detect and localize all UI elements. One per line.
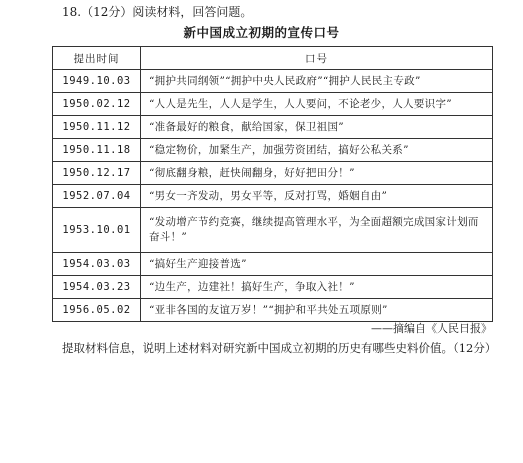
table-row <box>53 299 493 322</box>
table-row <box>53 276 493 299</box>
row-date: 1954.03.03 <box>53 253 141 276</box>
row-date: 1950.02.12 <box>53 93 141 116</box>
row-slogan: “人人是先生，人人是学生，人人要问，不论老少，人人要识字” <box>141 93 493 116</box>
row-slogan: “彻底翻身粮，赶快闹翻身，好好把田分！” <box>141 162 493 185</box>
column-header-date: 提出时间 <box>53 47 141 70</box>
question-prompt: 提取材料信息，说明上述材料对研究新中国成立初期的历史有哪些史料价值。（12分） <box>62 341 497 355</box>
question-header: 18.（12分）阅读材料，回答问题。 <box>62 5 253 19</box>
row-slogan: “亚非各国的友谊万岁！”“拥护和平共处五项原则” <box>141 299 493 322</box>
slogan-table <box>52 46 493 322</box>
table-header-row <box>53 47 493 70</box>
table-row <box>53 162 493 185</box>
table-row <box>53 185 493 208</box>
row-date: 1949.10.03 <box>53 70 141 93</box>
table-row <box>53 93 493 116</box>
row-slogan: “准备最好的粮食，献给国家，保卫祖国” <box>141 116 493 139</box>
table-row <box>53 70 493 93</box>
row-slogan: “搞好生产迎接普选” <box>141 253 493 276</box>
row-date: 1956.05.02 <box>53 299 141 322</box>
row-date: 1954.03.23 <box>53 276 141 299</box>
row-slogan: “发动增产节约竞赛，继续提高管理水平，为全面超额完成国家计划而奋斗！” <box>141 208 493 253</box>
row-date: 1950.11.18 <box>53 139 141 162</box>
table-row <box>53 116 493 139</box>
row-date: 1953.10.01 <box>53 208 141 253</box>
row-slogan: “拥护共同纲领”“拥护中央人民政府”“拥护人民民主专政” <box>141 70 493 93</box>
row-date: 1950.11.12 <box>53 116 141 139</box>
row-slogan: “边生产，边建社！搞好生产，争取入社！” <box>141 276 493 299</box>
column-header-slogan: 口号 <box>141 47 493 70</box>
row-date: 1950.12.17 <box>53 162 141 185</box>
row-date: 1952.07.04 <box>53 185 141 208</box>
table-row <box>53 208 493 253</box>
source-citation: ——摘编自《人民日报》 <box>371 322 492 335</box>
table-title: 新中国成立初期的宣传口号 <box>183 25 340 40</box>
row-slogan: “男女一齐发动，男女平等，反对打骂，婚姻自由” <box>141 185 493 208</box>
row-slogan: “稳定物价，加紧生产，加强劳资团结，搞好公私关系” <box>141 139 493 162</box>
table-row <box>53 139 493 162</box>
table-row <box>53 253 493 276</box>
